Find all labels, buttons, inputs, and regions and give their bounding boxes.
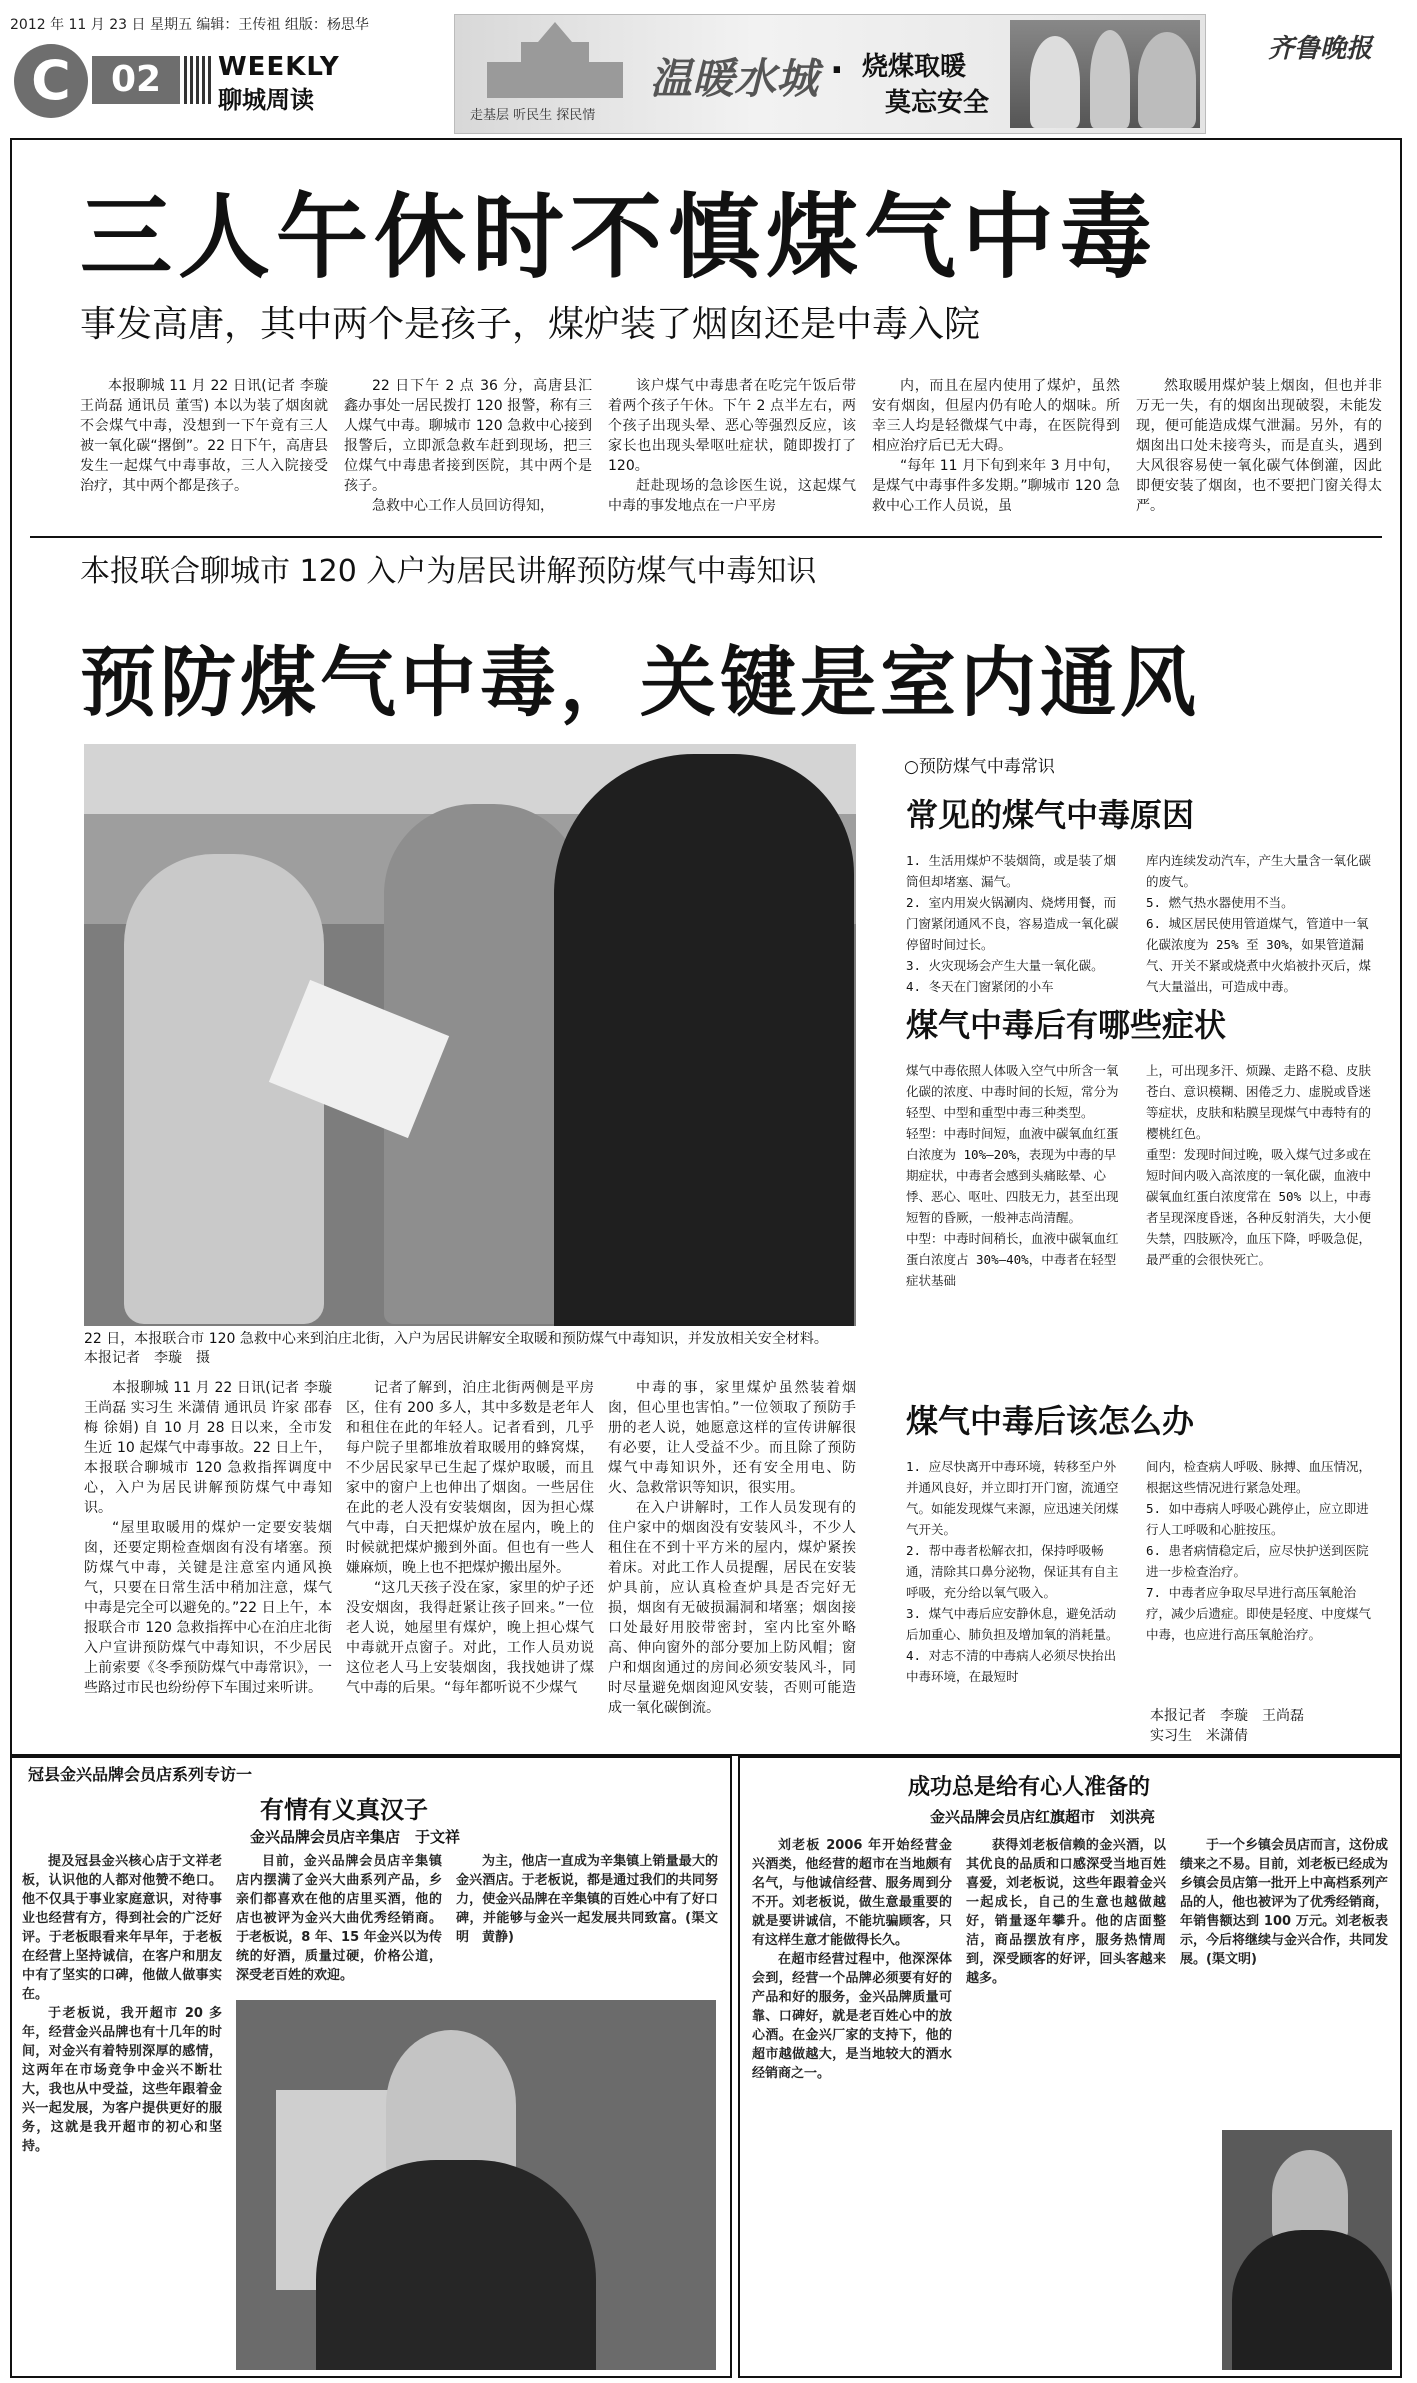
divider — [30, 536, 1382, 538]
list-item: 库内连续发动汽车，产生大量含一氧化碳的废气。 — [1146, 853, 1372, 889]
portrait-head — [386, 2030, 516, 2180]
article1-subheadline: 事发高唐，其中两个是孩子，煤炉装了烟囱还是中毒入院 — [80, 304, 981, 345]
date-editor-line: 2012 年 11 月 23 日 星期五 编辑：王传祖 组版：杨思华 — [10, 17, 369, 33]
ad-right-title: 成功总是给有心人准备的 — [908, 1775, 1151, 1800]
paragraph: 煤气中毒依照人体吸入空气中所含一氧化碳的浓度、中毒时间的长短，常分为轻型、中型和重型中毒三种类型。 — [906, 1063, 1119, 1120]
article2-column — [84, 1378, 332, 1746]
section-name-en: WEEKLY — [218, 52, 340, 82]
banner-tagline-1: 烧煤取暖 — [862, 52, 967, 82]
ad-series-label: 冠县金兴品牌会员店系列专访一 — [28, 1765, 253, 1784]
paragraph: 中毒的事，家里煤炉虽然装着烟囱，但心里也害怕。”一位领取了预防手册的老人说，她愿意这样的宣传讲解很有必要，让人受益不少。而且除了预防煤气中毒知识外，还有安全用电、防火、急救常识等知识，很实用。 — [608, 1380, 856, 1496]
paragraph: 在入户讲解时，工作人员发现有的住户家中的烟囱没有安装风斗，不少人租住在不到十平方米的屋内，煤炉紧挨着床。对此工作人员提醒，居民在安装炉具前，应认真检查炉具是否完好无损，烟囱有无破损漏洞和堵塞；烟囱接口处最好用胶带密封，室内比室外略高、伸向窗外的部分要加上防风帽；窗户和烟囱通过的房间必须安装风斗，同时尽量避免烟囱迎风安装，否则可能造成一氧化碳倒流。 — [608, 1500, 856, 1716]
section-logo: C — [14, 44, 88, 118]
list-item: 5. 如中毒病人呼吸心跳停止，应立即进行人工呼吸和心脏按压。 — [1146, 1501, 1369, 1537]
banner-slogan: 走基层 听民生 探民情 — [470, 108, 596, 123]
list-item: 4. 对志不清的中毒病人必须尽快抬出中毒环境，在最短时 — [906, 1648, 1117, 1684]
article1-headline: 三人午休时不慎煤气中毒 — [80, 184, 1159, 291]
portrait-head — [1272, 2150, 1348, 2240]
list-item: 6. 城区居民使用管道煤气，管道中一氧化碳浓度为 25% 至 30%，如果管道漏气、开关不紧或烧煮中火焰被扑灭后，煤气大量溢出，可造成中毒。 — [1146, 916, 1372, 994]
banner-separator: · — [830, 50, 844, 91]
banner-photo — [1010, 20, 1200, 128]
list-item: 1. 应尽快离开中毒环境，转移至户外并通风良好，并立即打开门窗，流通空气。如能发现煤气来源，应迅速关闭煤气开关。 — [906, 1459, 1119, 1537]
paragraph: 刘老板 2006 年开始经营金兴酒类，他经营的超市在当地颇有名气，与他诚信经营、服务周到分不开。刘老板说，做生意最重要的就是要讲诚信，不能坑骗顾客，只有这样生意才能做得长久。 — [752, 1838, 952, 1948]
list-item: 4. 冬天在门窗紧闭的小车 — [906, 979, 1054, 994]
article1-column — [80, 376, 328, 526]
portrait-body — [1232, 2230, 1392, 2370]
paragraph: 22 日下午 2 点 36 分，高唐县汇鑫办事处一居民拨打 120 报警，称有三人煤气中毒。聊城市 120 急救中心接到报警后，立即派急救车赶到现场，把三位煤气中毒患者接到医院，其中两个是孩子。 — [344, 378, 592, 494]
article2-column — [346, 1378, 594, 1746]
ad-right-column — [752, 1836, 952, 2370]
article1-column — [344, 376, 592, 526]
paragraph: 获得刘老板信赖的金兴酒，以其优良的品质和口感深受当地百姓喜爱，刘老板说，这些年跟着金兴一起成长，自己的生意也越做越好，销量逐年攀升。他的店面整洁，商品摆放有序，服务热情周到，深受顾客的好评，回头客越来越多。 — [966, 1838, 1166, 1986]
list-item: 1. 生活用煤炉不装烟筒，或是装了烟筒但却堵塞、漏气。 — [906, 853, 1117, 889]
paragraph: 于老板说，我开超市 20 多年，经营金兴品牌也有十几年的时间，对金兴有着特别深厚的感情，这两年在市场竞争中金兴不断壮大，我也从中受益，这些年跟着金兴一起发展，为客户提供更好的服务，这就是我开超市的初心和坚持。 — [22, 2006, 222, 2154]
symptoms-column — [906, 1060, 1126, 1390]
paragraph: “这几天孩子没在家，家里的炉子还没安烟囱，我得赶紧让孩子回来。”一位老人说，她屋里有煤炉，晚上担心煤气中毒就开点窗子。对此，工作人员劝说这位老人马上安装烟囱，我找她讲了煤气中毒的后果。“每年都听说不少煤气 — [346, 1580, 594, 1696]
banner-tagline-2: 莫忘安全 — [885, 88, 990, 118]
list-item: 3. 火灾现场会产生大量一氧化碳。 — [906, 958, 1104, 973]
causes-column — [1146, 850, 1376, 1000]
news-photo — [84, 744, 856, 1326]
actions-column — [1146, 1456, 1376, 1702]
sidebar-label: ○预防煤气中毒常识 — [904, 757, 1055, 777]
photo-person — [554, 754, 854, 1326]
section-name-cn: 聊城周读 — [218, 86, 314, 114]
list-item: 7. 中毒者应争取尽早进行高压氧舱治疗，减少后遗症。即使是轻度、中度煤气中毒，也应进行高压氧舱治疗。 — [1146, 1585, 1372, 1642]
paragraph: 急救中心工作人员回访得知， — [372, 498, 554, 514]
symptoms-column — [1146, 1060, 1376, 1390]
article1-column — [608, 376, 856, 526]
paragraph: “每年 11 月下旬到来年 3 月中旬，是煤气中毒事件多发期。”聊城市 120 急救中心工作人员说，虽 — [872, 458, 1120, 514]
ad-right-photo — [1222, 2130, 1392, 2370]
person-figure — [1138, 32, 1196, 128]
byline-line: 实习生 米潇倩 — [1150, 1728, 1248, 1744]
ad-left-photo — [236, 2000, 716, 2370]
ad-left-column — [236, 1852, 442, 1992]
paragraph: 上，可出现多汗、烦躁、走路不稳、皮肤苍白、意识模糊、困倦乏力、虚脱或昏迷等症状，皮肤和粘膜呈现煤气中毒特有的樱桃红色。 — [1146, 1063, 1372, 1141]
paragraph: 该户煤气中毒患者在吃完午饭后带着两个孩子午休。下午 2 点半左右，两个孩子出现头晕、恶心等强烈反应，该家长也出现头晕呕吐症状，随即拨打了 120。 — [608, 378, 856, 474]
banner-title: 温暖水城 — [650, 54, 819, 103]
paragraph: 记者了解到，泊庄北街两侧是平房区，住有 200 多人，其中多数是老年人和租住在此的年轻人。记者看到，几乎每户院子里都堆放着取暖用的蜂窝煤，不少居民家早已生起了煤炉取暖，而且家中的窗户上也伸出了烟囱。一些居住在此的老人没有安装烟囱，因为担心煤气中毒，白天把煤炉放在屋内，晚上的时候就把煤炉搬到外面。但也有一些人嫌麻烦，晚上也不把煤炉搬出屋外。 — [346, 1380, 594, 1576]
ad-right-column — [1180, 1836, 1388, 2122]
paragraph: 提及冠县金兴核心店于文祥老板，认识他的人都对他赞不绝口。他不仅具于事业家庭意识，对待事业也经营有方，得到社会的广泛好评。于老板眼看来年早年，于老板在经营上坚持诚信，在客户和朋友中有了坚实的口碑，他做人做事实在。 — [22, 1854, 222, 2002]
paragraph: 在超市经营过程中，他深深体会到，经营一个品牌必须要有好的产品和好的服务，金兴品牌质量可靠、口碑好，就是老百姓心中的放心酒。在金兴厂家的支持下，他的超市越做越大，是当地较大的酒水经销商之一。 — [752, 1952, 952, 2081]
article1-column — [1136, 376, 1382, 526]
portrait-body — [316, 2160, 596, 2370]
list-item: 3. 煤气中毒后应安静休息，避免活动后加重心、肺负担及增加氧的消耗量。 — [906, 1606, 1119, 1642]
sidebar-byline — [1150, 1706, 1304, 1746]
person-figure — [1030, 36, 1080, 128]
ad-left-subtitle: 金兴品牌会员店辛集店 于文祥 — [250, 1828, 461, 1846]
ad-left-title: 有情有义真汉子 — [260, 1796, 428, 1824]
list-item: 2. 室内用炭火锅涮肉、烧烤用餐，而门窗紧闭通风不良，容易造成一氧化碳停留时间过长。 — [906, 895, 1119, 952]
person-figure — [1090, 30, 1130, 128]
paragraph: 赶赴现场的急诊医生说，这起煤气中毒的事发地点在一户平房 — [608, 478, 856, 514]
byline-line: 本报记者 李璇 王尚磊 — [1150, 1708, 1304, 1724]
list-item: 间内，检查病人呼吸、脉搏、血压情况，根据这些情况进行紧急处理。 — [1146, 1459, 1372, 1495]
newspaper-masthead: 齐鲁晚报 — [1268, 34, 1373, 64]
paragraph: 目前，金兴品牌会员店辛集镇店内摆满了金兴大曲系列产品，乡亲们都喜欢在他的店里买酒，他的店也被评为金兴大曲优秀经销商。于老板说，8 年、15 年金兴以为传统的好酒，质量过硬，价格公道，深受老百姓的欢迎。 — [236, 1854, 442, 1983]
paragraph: 轻型：中毒时间短，血液中碳氧血红蛋白浓度为 10%—20%，表现为中毒的早期症状，中毒者会感到头痛眩晕、心悸、恶心、呕吐、四肢无力，甚至出现短暂的昏厥，一般神志尚清醒。 — [906, 1126, 1119, 1225]
causes-heading: 常见的煤气中毒原因 — [906, 796, 1195, 834]
paragraph: 中型：中毒时间稍长，血液中碳氧血红蛋白浓度占 30%—40%，中毒者在轻型症状基础 — [906, 1231, 1119, 1288]
article2-headline: 预防煤气中毒，关键是室内通风 — [80, 638, 1200, 727]
paragraph: 重型：发现时间过晚，吸入煤气过多或在短时间内吸入高浓度的一氧化碳，血液中碳氧血红蛋白浓度常在 50% 以上，中毒者呈现深度昏迷，各种反射消失，大小便失禁，四肢厥冷，血压下降，呼吸急促，最严重的会很快死亡。 — [1146, 1147, 1372, 1267]
paragraph: 然取暖用煤炉装上烟囱，但也并非万无一失，有的烟囱出现破裂，未能发现，便可能造成煤气泄漏。另外，有的烟囱出口处未接弯头，而是直头，遇到大风很容易使一氧化碳气体倒灌，因此即便安装了烟囱，也不要把门窗关得太严。 — [1136, 378, 1382, 514]
photo-caption: 22 日，本报联合市 120 急救中心来到泊庄北街，入户为居民讲解安全取暖和预防煤气中毒知识，并发放相关安全材料。 本报记者 李璇 摄 — [84, 1331, 849, 1366]
list-item: 5. 燃气热水器使用不当。 — [1146, 895, 1294, 910]
paragraph: “屋里取暖用的煤炉一定要安装烟囱，还要定期检查烟囱有没有堵塞。预防煤气中毒，关键是注意室内通风换气，只要在日常生活中稍加注意，煤气中毒是完全可以避免的。”22 日上午，本报联合市 120 急救指挥中心在泊庄北街入户宣讲预防煤气中毒知识，不少居民上前索要《冬季预防煤气中毒常识》，一些路过市民也纷纷停下车围过来听讲。 — [84, 1520, 332, 1696]
paragraph: 内，而且在屋内使用了煤炉，虽然安有烟囱，但屋内仍有呛人的烟味。所幸三人均是轻微煤气中毒，在医院得到相应治疗后已无大碍。 — [872, 378, 1120, 454]
list-item: 6. 患者病情稳定后，应尽快护送到医院进一步检查治疗。 — [1146, 1543, 1369, 1579]
actions-column — [906, 1456, 1126, 1746]
article2-kicker: 本报联合聊城市 120 入户为居民讲解预防煤气中毒知识 — [80, 554, 817, 589]
barcode-decoration — [184, 56, 214, 104]
actions-heading: 煤气中毒后该怎么办 — [906, 1402, 1195, 1440]
paragraph: 于一个乡镇会员店而言，这份成绩来之不易。目前，刘老板已经成为乡镇会员店第一批开上中高档系列产品的人，他也被评为了优秀经销商，年销售额达到 100 万元。刘老板表示，今后将继续与金兴合作，共同发展。(渠文明) — [1180, 1838, 1388, 1967]
ad-right-column — [966, 1836, 1166, 2370]
article1-column — [872, 376, 1120, 526]
symptoms-heading: 煤气中毒后有哪些症状 — [906, 1006, 1227, 1044]
list-item: 2. 帮中毒者松解衣扣，保持呼吸畅通，清除其口鼻分泌物，保证其有自主呼吸，充分给以氧气吸入。 — [906, 1543, 1119, 1600]
ad-left-column — [456, 1852, 718, 1992]
article2-column — [608, 1378, 856, 1746]
ad-right-subtitle: 金兴品牌会员店红旗超市 刘洪亮 — [930, 1808, 1156, 1826]
page-number: 02 — [92, 56, 180, 104]
causes-column — [906, 850, 1126, 1000]
paragraph: 本报聊城 11 月 22 日讯(记者 李璇 王尚磊 实习生 米潇倩 通讯员 许家 邵春梅 徐娟) 自 10 月 28 日以来，全市发生近 10 起煤气中毒事故。22 日上午，本报联合聊城市 120 急救指挥调度中心，入户为居民讲解预防煤气中毒知识。 — [84, 1380, 332, 1516]
ad-left-column — [22, 1852, 222, 2368]
paragraph: 为主，他店一直成为辛集镇上销量最大的金兴酒店。于老板说，都是通过我们的共同努力，使金兴品牌在辛集镇的百姓心中有了好口碑，并能够与金兴一起发展共同致富。(渠文明 黄静) — [456, 1854, 718, 1945]
paragraph: 本报聊城 11 月 22 日讯(记者 李璇 王尚磊 通讯员 董雪) 本以为装了烟囱就不会煤气中毒，没想到一下午竟有三人被一氧化碳“撂倒”。22 日下午，高唐县发生一起煤气中毒事故，三人入院接受治疗，其中两个都是孩子。 — [80, 378, 328, 494]
